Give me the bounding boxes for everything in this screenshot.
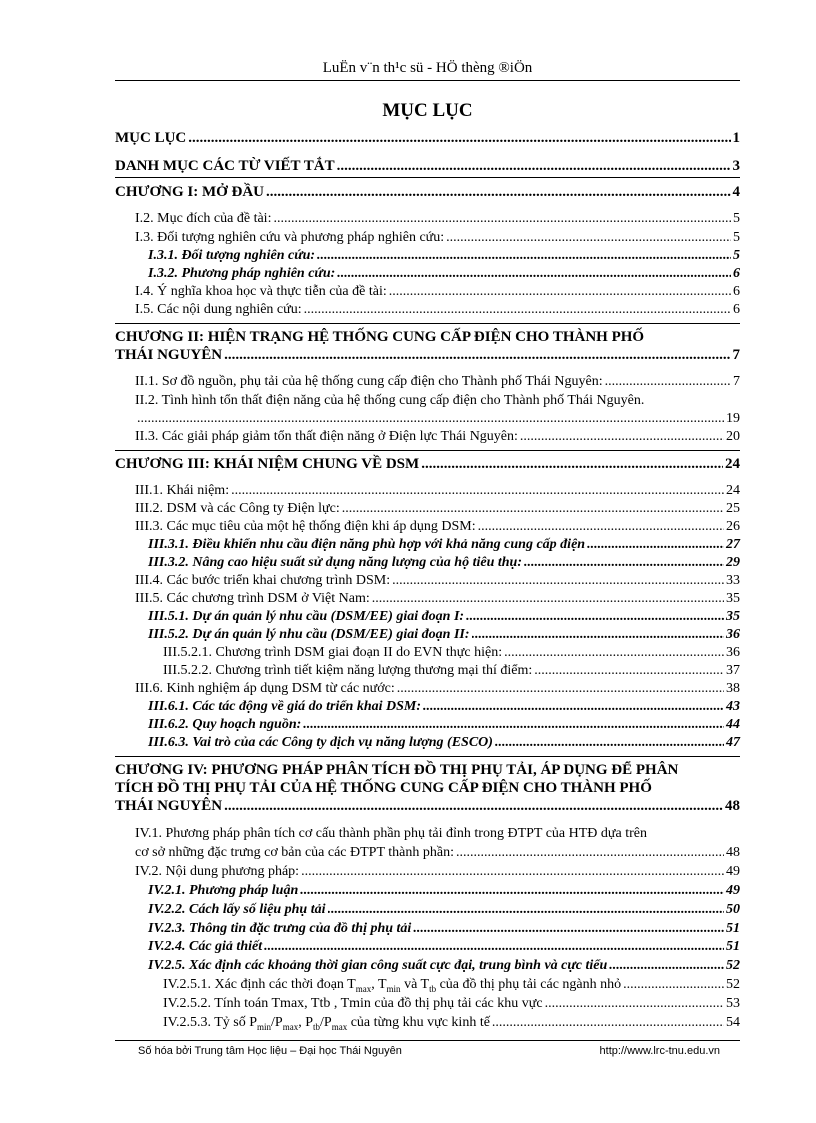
toc-page-number: 49 bbox=[726, 864, 740, 879]
toc-entry-text: CHƯƠNG III: KHÁI NIỆM CHUNG VỀ DSM bbox=[115, 456, 420, 472]
toc-page-number: 43 bbox=[726, 699, 740, 714]
toc-page-number: 48 bbox=[726, 845, 740, 860]
toc-entry-text: IV.2.1. Phương pháp luận bbox=[148, 883, 299, 898]
dot-leader bbox=[421, 456, 723, 473]
toc-page-number: 5 bbox=[733, 230, 740, 245]
dot-leader bbox=[304, 302, 731, 318]
toc-entry-i4[interactable] bbox=[135, 284, 740, 300]
toc-entry-text: III.5. Các chương trình DSM ở Việt Nam: bbox=[135, 591, 370, 606]
toc-page-number: 38 bbox=[726, 681, 740, 696]
dot-leader bbox=[545, 996, 724, 1012]
dot-leader bbox=[472, 627, 724, 643]
toc-entry-text: II.1. Sơ đồ nguồn, phụ tải của hệ thống cung cấp điện cho Thành phố Thái Nguyên: bbox=[135, 374, 603, 389]
dot-leader bbox=[273, 211, 731, 227]
toc-entry-text: IV.2.5.2. Tính toán Tmax, Ttb , Tmin của đồ thị phụ tải các khu vực bbox=[163, 996, 543, 1011]
toc-page-number: 5 bbox=[733, 248, 740, 263]
toc-entry-text: III.5.2.2. Chương trình tiết kiệm năng lượng thương mại thí điểm: bbox=[163, 663, 533, 678]
dot-leader bbox=[337, 266, 731, 282]
toc-entry-ii3[interactable] bbox=[135, 429, 740, 445]
toc-entry-iv2[interactable] bbox=[135, 864, 740, 880]
toc-page-number: 52 bbox=[726, 958, 740, 973]
dot-leader bbox=[303, 717, 724, 733]
toc-page-number: 6 bbox=[733, 302, 740, 317]
dot-leader bbox=[342, 501, 724, 517]
toc-page-number: 35 bbox=[726, 591, 740, 606]
toc-chapter-2-line1: CHƯƠNG II: HIỆN TRẠNG HỆ THỐNG CUNG CẤP ĐIỆN CHO THÀNH PHỐ bbox=[115, 329, 645, 345]
toc-page-number: 36 bbox=[726, 645, 740, 660]
toc-entry-muc-luc[interactable] bbox=[115, 130, 740, 147]
dot-leader bbox=[423, 699, 724, 715]
toc-entry-text: THÁI NGUYÊN bbox=[115, 798, 223, 814]
dot-leader bbox=[466, 609, 724, 625]
dot-leader bbox=[317, 248, 731, 264]
dot-leader bbox=[605, 374, 731, 390]
toc-entry-chapter-1[interactable] bbox=[115, 184, 740, 201]
toc-entry-iv24[interactable] bbox=[148, 939, 740, 955]
toc-entry-chapter-3[interactable] bbox=[115, 456, 740, 473]
running-header: LuËn v¨n th¹c sü - HÖ thèng ®iÖn bbox=[322, 60, 533, 76]
toc-entry-text: III.3.2. Nâng cao hiệu suất sử dụng năng lượng của hộ tiêu thụ: bbox=[148, 555, 523, 570]
footer-url[interactable]: http://www.lrc-tnu.edu.vn bbox=[599, 1045, 720, 1057]
dot-leader bbox=[492, 1015, 724, 1031]
dot-leader bbox=[266, 184, 730, 201]
toc-entry-iii32[interactable] bbox=[148, 555, 740, 571]
toc-page-number: 6 bbox=[733, 284, 740, 299]
toc-page-number: 51 bbox=[726, 921, 740, 936]
toc-entry-text: I.3.2. Phương pháp nghiên cứu: bbox=[148, 266, 336, 281]
toc-entry-chapter-4[interactable] bbox=[115, 798, 740, 815]
toc-page-number: 53 bbox=[726, 996, 740, 1011]
toc-entry-iii522[interactable] bbox=[163, 663, 740, 679]
toc-page-number: 26 bbox=[726, 519, 740, 534]
page-title: MỤC LỤC bbox=[382, 100, 473, 121]
toc-entry-text: CHƯƠNG I: MỞ ĐẦU bbox=[115, 184, 265, 200]
toc-entry-iv21[interactable] bbox=[148, 883, 740, 899]
toc-entry-text: IV.2.3. Thông tin đặc trưng của đồ thị phụ tải bbox=[148, 921, 412, 936]
toc-page-number: 50 bbox=[726, 902, 740, 917]
toc-entry-text: I.2. Mục đích của đề tài: bbox=[135, 211, 272, 226]
toc-page-number: 54 bbox=[726, 1015, 740, 1030]
dot-leader bbox=[372, 591, 724, 607]
toc-entry-text: III.3.1. Điều khiển nhu cầu điện năng phù hợp với khả năng cung cấp điện bbox=[148, 537, 586, 552]
footer-credit: Số hóa bởi Trung tâm Học liệu – Đại học Thái Nguyên bbox=[138, 1045, 402, 1057]
dot-leader bbox=[337, 158, 731, 175]
toc-entry-text: III.1. Khái niệm: bbox=[135, 483, 230, 498]
toc-entry-iii52[interactable] bbox=[148, 627, 740, 643]
dot-leader bbox=[456, 845, 724, 861]
toc-entry-iii3[interactable] bbox=[135, 519, 740, 535]
toc-page-number: 6 bbox=[733, 266, 740, 281]
header-rule bbox=[115, 80, 740, 81]
toc-entry-iii63[interactable] bbox=[148, 735, 740, 751]
toc-page-number: 25 bbox=[726, 501, 740, 516]
toc-entry-chapter-2[interactable] bbox=[115, 347, 740, 364]
dot-leader bbox=[300, 883, 724, 899]
toc-entry-iv251[interactable] bbox=[163, 977, 740, 994]
toc-entry-text: cơ sở những đặc trưng cơ bản của các ĐTPT thành phần: bbox=[135, 845, 454, 860]
toc-page-number: 4 bbox=[732, 184, 740, 200]
toc-entry-text: IV.2.5.1. Xác định các thời đoạn $T_{max}$, $T_{min}$ và $T_{tb}$ của đồ thị phụ tải các ngành nhỏ bbox=[163, 977, 622, 994]
dot-leader bbox=[224, 347, 730, 364]
toc-chapter-4-line1: CHƯƠNG IV: PHƯƠNG PHÁP PHÂN TÍCH ĐỒ THỊ PHỤ TẢI, ÁP DỤNG ĐỂ PHÂN bbox=[115, 762, 679, 778]
toc-entry-text: IV.2.5.3. Tỷ số $P_{min}/P_{max}$, $P_{tb}/P_{max}$ của từng khu vực kinh tế bbox=[163, 1015, 490, 1032]
dot-leader bbox=[328, 902, 724, 918]
toc-entry-iii6[interactable] bbox=[135, 681, 740, 697]
toc-entry-text: I.3.1. Đối tượng nghiên cứu: bbox=[148, 248, 316, 263]
toc-entry-iv23[interactable] bbox=[148, 921, 740, 937]
dot-leader bbox=[495, 735, 724, 751]
toc-entry-text: III.6. Kinh nghiệm áp dụng DSM từ các nước: bbox=[135, 681, 395, 696]
toc-entry-iii1[interactable] bbox=[135, 483, 740, 499]
section-divider bbox=[115, 450, 740, 451]
toc-page-number: 37 bbox=[726, 663, 740, 678]
section-divider bbox=[115, 177, 740, 178]
toc-entry-iv22[interactable] bbox=[148, 902, 740, 918]
toc-entry-text: I.5. Các nội dung nghiên cứu: bbox=[135, 302, 302, 317]
toc-entry-text: III.5.2.1. Chương trình DSM giai đoạn II do EVN thực hiện: bbox=[163, 645, 503, 660]
toc-entry-text: III.6.2. Quy hoạch nguồn: bbox=[148, 717, 302, 732]
toc-entry-danh-muc[interactable] bbox=[115, 158, 740, 175]
dot-leader bbox=[264, 939, 724, 955]
dot-leader bbox=[188, 130, 730, 147]
toc-page-number: 51 bbox=[726, 939, 740, 954]
toc-page-number: 24 bbox=[726, 483, 740, 498]
toc-entry-text: IV.2. Nội dung phương pháp: bbox=[135, 864, 300, 879]
section-divider bbox=[115, 756, 740, 757]
toc-page-number: 29 bbox=[726, 555, 740, 570]
toc-entry-i3[interactable] bbox=[135, 230, 740, 246]
toc-entry-iii5[interactable] bbox=[135, 591, 740, 607]
toc-entry-iii31[interactable] bbox=[148, 537, 740, 553]
toc-entry-iv25[interactable] bbox=[148, 958, 740, 974]
toc-page-number: 49 bbox=[726, 883, 740, 898]
toc-ii2-line1: II.2. Tình hình tổn thất điện năng của hệ thống cung cấp điện cho Thành phố Thái Nguyên. bbox=[135, 393, 645, 408]
toc-entry-iii61[interactable] bbox=[148, 699, 740, 715]
section-divider bbox=[115, 323, 740, 324]
toc-entry-iii62[interactable] bbox=[148, 717, 740, 733]
toc-page-number: 52 bbox=[726, 977, 740, 992]
dot-leader bbox=[224, 798, 723, 815]
toc-page-number: 47 bbox=[726, 735, 740, 750]
toc-entry-text: IV.2.5. Xác định các khoảng thời gian công suất cực đại, trung bình và cực tiểu bbox=[148, 958, 608, 973]
toc-entry-i2[interactable] bbox=[135, 211, 740, 227]
dot-leader bbox=[623, 977, 724, 993]
toc-entry-text: THÁI NGUYÊN bbox=[115, 347, 223, 363]
toc-entry-text: IV.2.4. Các giả thiết bbox=[148, 939, 263, 954]
toc-entry-i31[interactable] bbox=[148, 248, 740, 264]
dot-leader bbox=[392, 573, 724, 589]
toc-page-number: 7 bbox=[733, 374, 740, 389]
toc-page-number: 5 bbox=[733, 211, 740, 226]
toc-entry-iii51[interactable] bbox=[148, 609, 740, 625]
toc-entry-text: I.4. Ý nghĩa khoa học và thực tiễn của đề tài: bbox=[135, 284, 387, 299]
toc-page-number: 1 bbox=[732, 130, 740, 146]
toc-entry-iv252[interactable] bbox=[163, 996, 740, 1012]
dot-leader bbox=[446, 230, 731, 246]
dot-leader bbox=[587, 537, 724, 553]
toc-page-number: 3 bbox=[732, 158, 740, 174]
toc-entry-iv253[interactable] bbox=[163, 1015, 740, 1032]
toc-entry-i32[interactable] bbox=[148, 266, 740, 282]
toc-entry-i5[interactable] bbox=[135, 302, 740, 318]
toc-page-number: 33 bbox=[726, 573, 740, 588]
toc-iv1-line1: IV.1. Phương pháp phân tích cơ cấu thành phần phụ tải đỉnh trong ĐTPT của HTĐ dựa trên bbox=[135, 826, 647, 841]
toc-page-number: 19 bbox=[726, 411, 740, 426]
dot-leader bbox=[231, 483, 724, 499]
toc-page-number: 35 bbox=[726, 609, 740, 624]
toc-page-number: 36 bbox=[726, 627, 740, 642]
toc-entry-ii1[interactable] bbox=[135, 374, 740, 390]
toc-entry-iii521[interactable] bbox=[163, 645, 740, 661]
toc-entry-text: II.3. Các giải pháp giảm tổn thất điện năng ở Điện lực Thái Nguyên: bbox=[135, 429, 518, 444]
toc-entry-text: I.3. Đối tượng nghiên cứu và phương pháp nghiên cứu: bbox=[135, 230, 445, 245]
dot-leader bbox=[609, 958, 724, 974]
dot-leader bbox=[534, 663, 724, 679]
toc-entry-iii2[interactable] bbox=[135, 501, 740, 517]
dot-leader bbox=[413, 921, 724, 937]
toc-page-number: 24 bbox=[725, 456, 740, 472]
toc-entry-text: MỤC LỤC bbox=[115, 130, 187, 146]
toc-entry-iv1[interactable] bbox=[135, 845, 740, 861]
dot-leader bbox=[301, 864, 724, 880]
toc-entry-iii4[interactable] bbox=[135, 573, 740, 589]
toc-entry-text: III.6.3. Vai trò của các Công ty dịch vụ năng lượng (ESCO) bbox=[148, 735, 493, 750]
toc-entry-ii2[interactable] bbox=[135, 411, 740, 427]
toc-entry-text: III.2. DSM và các Công ty Điện lực: bbox=[135, 501, 340, 516]
toc-entry-text: III.5.1. Dự án quản lý nhu cầu (DSM/EE) giai đoạn I: bbox=[148, 609, 465, 624]
dot-leader bbox=[397, 681, 724, 697]
toc-entry-text: III.3. Các mục tiêu của một hệ thống điện khi áp dụng DSM: bbox=[135, 519, 476, 534]
dot-leader bbox=[137, 411, 724, 427]
toc-entry-text: DANH MỤC CÁC TỪ VIẾT TẮT bbox=[115, 158, 335, 174]
toc-entry-text: IV.2.2. Cách lấy số liệu phụ tải bbox=[148, 902, 326, 917]
dot-leader bbox=[478, 519, 724, 535]
toc-page-number: 7 bbox=[732, 347, 740, 363]
footer-rule bbox=[115, 1040, 740, 1041]
toc-page-number: 48 bbox=[725, 798, 740, 814]
dot-leader bbox=[520, 429, 724, 445]
toc-entry-text: III.5.2. Dự án quản lý nhu cầu (DSM/EE) giai đoạn II: bbox=[148, 627, 470, 642]
toc-page-number: 44 bbox=[726, 717, 740, 732]
dot-leader bbox=[504, 645, 724, 661]
toc-page-number: 27 bbox=[726, 537, 740, 552]
toc-chapter-4-line2: TÍCH ĐỒ THỊ PHỤ TẢI CỦA HỆ THỐNG CUNG CẤP ĐIỆN CHO THÀNH PHỐ bbox=[115, 780, 652, 796]
toc-entry-text: III.4. Các bước triển khai chương trình DSM: bbox=[135, 573, 391, 588]
dot-leader bbox=[524, 555, 724, 571]
toc-entry-text: III.6.1. Các tác động về giá do triển khai DSM: bbox=[148, 699, 422, 714]
dot-leader bbox=[389, 284, 731, 300]
toc-page-number: 20 bbox=[726, 429, 740, 444]
